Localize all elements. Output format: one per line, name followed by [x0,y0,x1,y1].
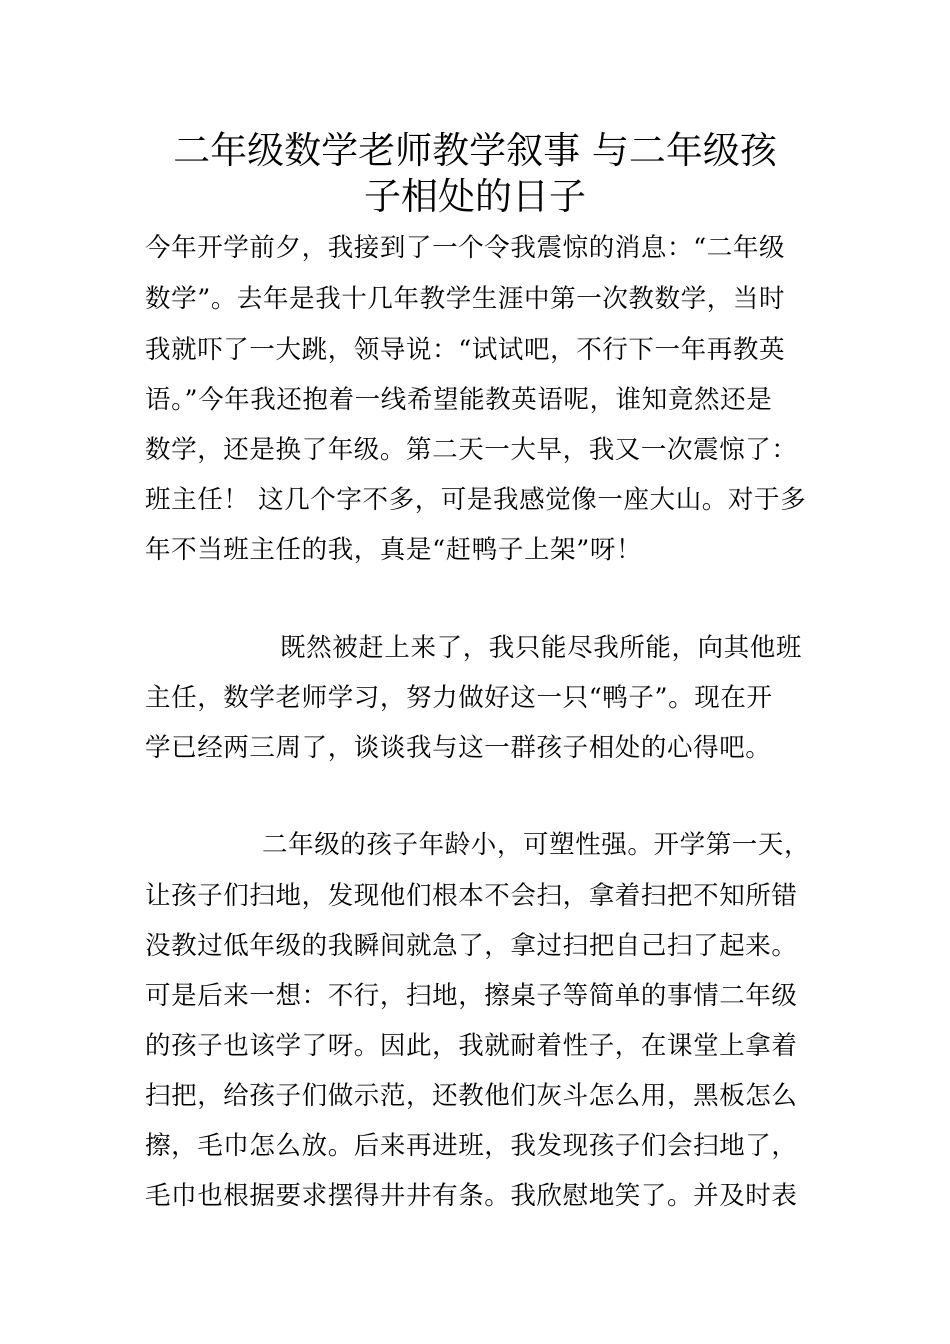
paragraph-1-line-5: 数学，还是换了年级。第二天一大早，我又一次震惊了： [145,435,798,465]
paragraph-2-line-1: 既然被赶上来了，我只能尽我所能，向其他班 [280,633,803,663]
paragraph-1-line-2: 数学”。去年是我十几年教学生涯中第一次教数学，当时 [145,284,786,314]
document-title-line-1: 二年级数学老师教学叙事 与二年级孩 [173,129,777,172]
paragraph-2-line-2: 主任，数学老师学习，努力做好这一只“鸭子”。现在开 [145,683,773,713]
paragraph-3-line-8: 毛巾也根据要求摆得井井有条。我欣慰地笑了。并及时表 [145,1181,798,1211]
paragraph-2-line-3: 学已经两三周了，谈谈我与这一群孩子相处的心得吧。 [145,733,772,763]
paragraph-1-line-4: 语。”今年我还抱着一线希望能教英语呢，谁知竟然还是 [145,385,773,415]
paragraph-3-line-7: 擦，毛巾怎么放。后来再进班，我发现孩子们会扫地了， [145,1131,798,1161]
paragraph-3-line-6: 扫把，给孩子们做示范，还教他们灰斗怎么用，黑板怎么 [145,1081,798,1111]
document-title-line-2: 子相处的日子 [364,175,586,218]
paragraph-3-line-3: 没教过低年级的我瞬间就急了，拿过扫把自己扫了起来。 [145,931,798,961]
paragraph-1-line-7: 年不当班主任的我，真是“赶鸭子上架”呀！ [145,535,643,565]
paragraph-1-line-3: 我就吓了一大跳，领导说：“试试吧，不行下一年再教英 [145,335,786,365]
paragraph-3-line-1: 二年级的孩子年龄小，可塑性强。开学第一天， [262,830,811,860]
paragraph-3-line-4: 可是后来一想：不行，扫地，擦桌子等简单的事情二年级 [145,981,798,1011]
paragraph-3-line-5: 的孩子也该学了呀。因此，我就耐着性子，在课堂上拿着 [145,1031,798,1061]
paragraph-1-line-1: 今年开学前夕，我接到了一个令我震惊的消息：“二年级 [145,233,786,263]
paragraph-3-line-2: 让孩子们扫地，发现他们根本不会扫，拿着扫把不知所错 [145,881,798,911]
paragraph-1-line-6: 班主任！ 这几个字不多，可是我感觉像一座大山。对于多 [145,485,807,515]
